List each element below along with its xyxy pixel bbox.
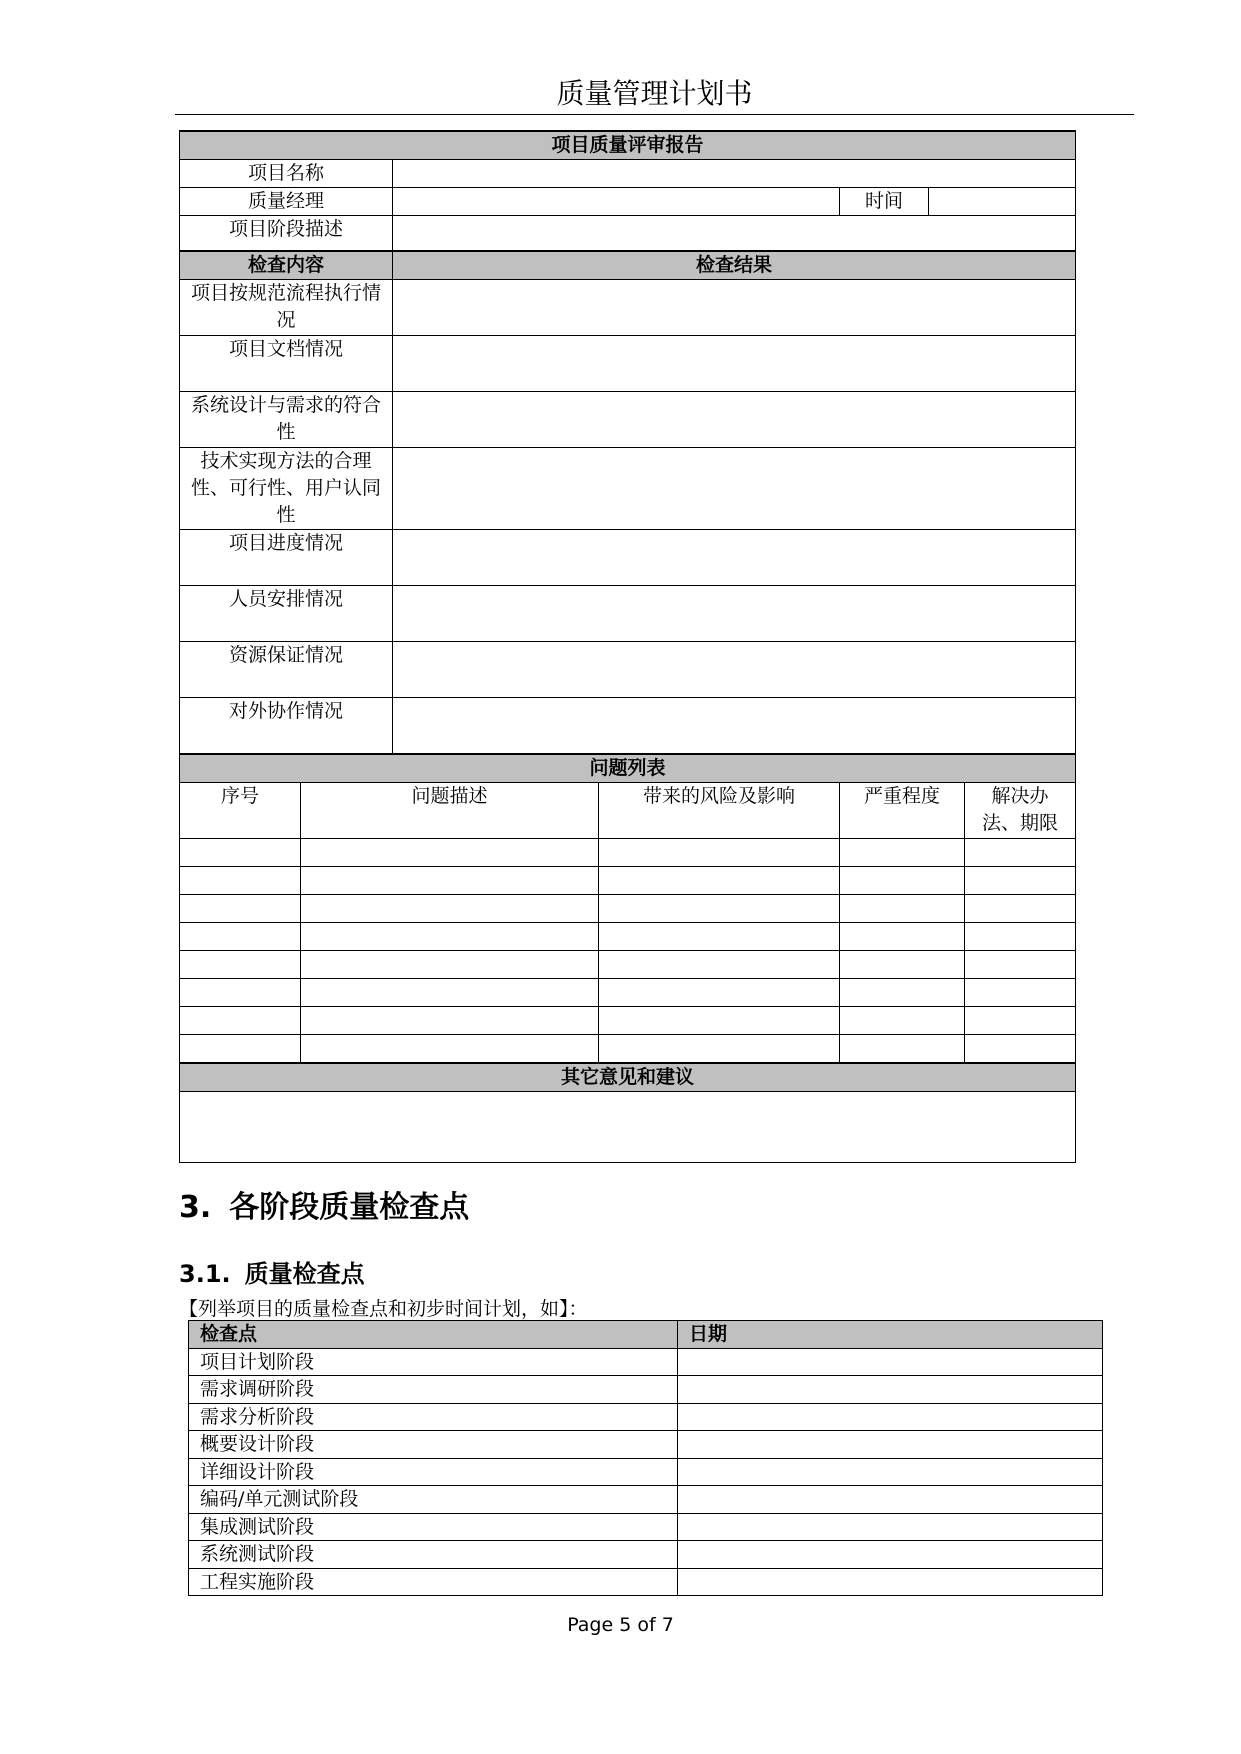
issue-col-solution: 解决办法、期限 bbox=[965, 783, 1076, 839]
checkpoint-name: 编码/单元测试阶段 bbox=[189, 1486, 678, 1514]
checkpoint-row bbox=[189, 1403, 1103, 1431]
issue-col-seq: 序号 bbox=[180, 783, 301, 839]
check-item-label: 项目进度情况 bbox=[180, 530, 393, 586]
checkpoint-row bbox=[189, 1541, 1103, 1569]
checkpoint-date[interactable] bbox=[678, 1376, 1103, 1404]
issue-row bbox=[180, 923, 1076, 951]
issue-col-severity: 严重程度 bbox=[840, 783, 965, 839]
quality-review-report-table bbox=[179, 130, 1076, 1163]
checkpoint-name: 需求分析阶段 bbox=[189, 1403, 678, 1431]
checkpoint-row bbox=[189, 1458, 1103, 1486]
section-number: 3. bbox=[179, 1190, 212, 1225]
checkpoint-date[interactable] bbox=[678, 1458, 1103, 1486]
quality-manager-label: 质量经理 bbox=[180, 188, 393, 216]
check-item-result[interactable] bbox=[393, 280, 1076, 336]
check-item-result[interactable] bbox=[393, 530, 1076, 586]
subsection-number: 3.1. bbox=[179, 1260, 231, 1288]
checkpoint-col-label: 检查点 bbox=[189, 1321, 678, 1349]
section-3-heading bbox=[179, 1182, 469, 1226]
issue-row bbox=[180, 867, 1076, 895]
issue-row bbox=[180, 1035, 1076, 1064]
checkpoint-name: 项目计划阶段 bbox=[189, 1348, 678, 1376]
checkpoint-row bbox=[189, 1486, 1103, 1514]
project-name-label: 项目名称 bbox=[180, 160, 393, 188]
report-title: 项目质量评审报告 bbox=[180, 131, 1076, 160]
checkpoint-name: 详细设计阶段 bbox=[189, 1458, 678, 1486]
quality-manager-value[interactable] bbox=[393, 188, 840, 216]
check-content-header: 检查内容 bbox=[180, 251, 393, 280]
issue-row bbox=[180, 895, 1076, 923]
section-title: 各阶段质量检查点 bbox=[229, 1190, 470, 1225]
time-value[interactable] bbox=[929, 188, 1076, 216]
issue-header-row bbox=[180, 783, 1076, 839]
page-header-title: 质量管理计划书 bbox=[175, 74, 1134, 115]
checkpoint-date[interactable] bbox=[678, 1431, 1103, 1459]
checkpoint-row bbox=[189, 1376, 1103, 1404]
check-result-header: 检查结果 bbox=[393, 251, 1076, 280]
check-item-label: 系统设计与需求的符合性 bbox=[180, 392, 393, 448]
stage-desc-value[interactable] bbox=[393, 216, 1076, 252]
issues-title: 问题列表 bbox=[180, 754, 1076, 783]
check-item-result[interactable] bbox=[393, 698, 1076, 755]
check-item-result[interactable] bbox=[393, 392, 1076, 448]
checkpoint-name: 工程实施阶段 bbox=[189, 1568, 678, 1596]
quality-checkpoint-table bbox=[188, 1320, 1103, 1596]
check-item-label: 项目按规范流程执行情况 bbox=[180, 280, 393, 336]
checkpoint-row bbox=[189, 1431, 1103, 1459]
checkpoint-name: 集成测试阶段 bbox=[189, 1513, 678, 1541]
checkpoint-intro-text: 【列举项目的质量检查点和初步时间计划，如】： bbox=[179, 1298, 588, 1320]
checkpoint-row bbox=[189, 1348, 1103, 1376]
date-col-label: 日期 bbox=[678, 1321, 1103, 1349]
check-item-label: 项目文档情况 bbox=[180, 336, 393, 392]
checkpoint-row bbox=[189, 1513, 1103, 1541]
check-item-label: 资源保证情况 bbox=[180, 642, 393, 698]
checkpoint-date[interactable] bbox=[678, 1541, 1103, 1569]
page-number: Page 5 of 7 bbox=[567, 1614, 674, 1636]
issue-row bbox=[180, 951, 1076, 979]
stage-desc-label: 项目阶段描述 bbox=[180, 216, 393, 252]
checkpoint-date[interactable] bbox=[678, 1513, 1103, 1541]
checkpoint-date[interactable] bbox=[678, 1403, 1103, 1431]
check-item-label: 对外协作情况 bbox=[180, 698, 393, 755]
check-item-result[interactable] bbox=[393, 336, 1076, 392]
checkpoint-row bbox=[189, 1568, 1103, 1596]
section-3-1-heading bbox=[179, 1254, 365, 1289]
checkpoint-name: 概要设计阶段 bbox=[189, 1431, 678, 1459]
issue-row bbox=[180, 1007, 1076, 1035]
subsection-title: 质量检查点 bbox=[244, 1260, 365, 1288]
issue-col-desc: 问题描述 bbox=[301, 783, 599, 839]
check-item-result[interactable] bbox=[393, 642, 1076, 698]
issue-row bbox=[180, 979, 1076, 1007]
checkpoint-header-row bbox=[189, 1321, 1103, 1349]
other-suggestions-box[interactable] bbox=[180, 1092, 1076, 1163]
checkpoint-name: 系统测试阶段 bbox=[189, 1541, 678, 1569]
issue-row bbox=[180, 839, 1076, 867]
check-item-label: 技术实现方法的合理性、可行性、用户认同性 bbox=[180, 448, 393, 530]
other-suggestions-title: 其它意见和建议 bbox=[180, 1063, 1076, 1092]
issue-col-risk: 带来的风险及影响 bbox=[599, 783, 840, 839]
project-name-value[interactable] bbox=[393, 160, 1076, 188]
check-item-result[interactable] bbox=[393, 448, 1076, 530]
check-item-label: 人员安排情况 bbox=[180, 586, 393, 642]
checkpoint-date[interactable] bbox=[678, 1486, 1103, 1514]
time-label: 时间 bbox=[840, 188, 929, 216]
checkpoint-date[interactable] bbox=[678, 1348, 1103, 1376]
checkpoint-date[interactable] bbox=[678, 1568, 1103, 1596]
check-item-result[interactable] bbox=[393, 586, 1076, 642]
checkpoint-name: 需求调研阶段 bbox=[189, 1376, 678, 1404]
